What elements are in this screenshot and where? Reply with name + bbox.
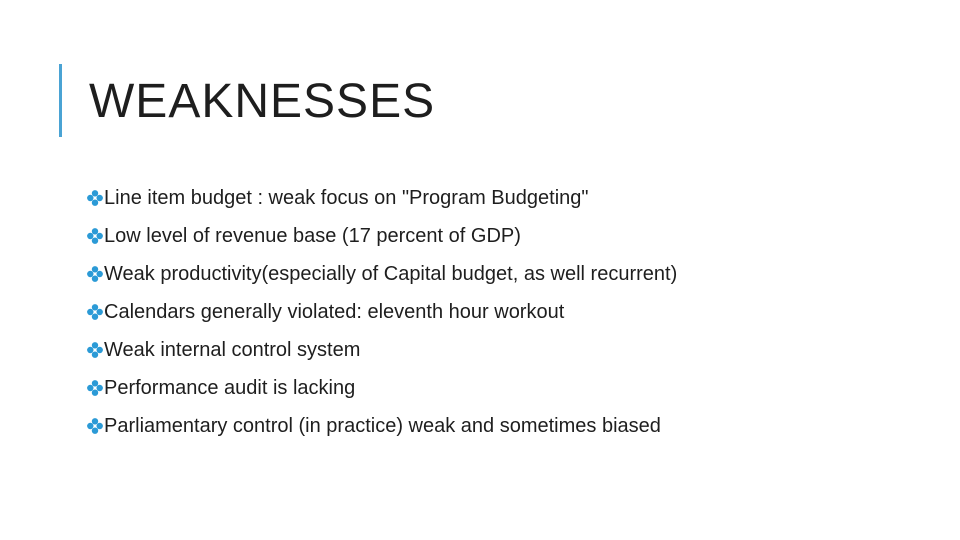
bullet-text: Performance audit is lacking	[104, 377, 356, 399]
bullet-item	[86, 331, 677, 369]
diamond-bullet-icon	[86, 379, 104, 397]
bullet-item	[86, 179, 677, 217]
bullet-item	[86, 293, 677, 331]
bullet-item	[86, 255, 677, 293]
bullet-item	[86, 369, 677, 407]
diamond-bullet-icon	[86, 303, 104, 321]
bullet-text: Parliamentary control (in practice) weak and sometimes biased	[104, 415, 661, 437]
bullet-list	[86, 179, 677, 445]
bullet-item	[86, 217, 677, 255]
diamond-bullet-icon	[86, 341, 104, 359]
slide-title: WEAKNESSES	[89, 75, 436, 128]
diamond-bullet-icon	[86, 417, 104, 435]
bullet-text: Low level of revenue base (17 percent of GDP)	[104, 225, 521, 247]
bullet-text: Calendars generally violated: eleventh hour workout	[104, 301, 565, 323]
bullet-text: Weak productivity(especially of Capital budget, as well recurrent)	[104, 263, 678, 285]
diamond-bullet-icon	[86, 265, 104, 283]
title-accent-bar	[59, 64, 62, 137]
bullet-item	[86, 407, 677, 445]
diamond-bullet-icon	[86, 189, 104, 207]
bullet-text: Weak internal control system	[104, 339, 361, 361]
bullet-text: Line item budget : weak focus on "Program Budgeting"	[104, 187, 589, 209]
diamond-bullet-icon	[86, 227, 104, 245]
